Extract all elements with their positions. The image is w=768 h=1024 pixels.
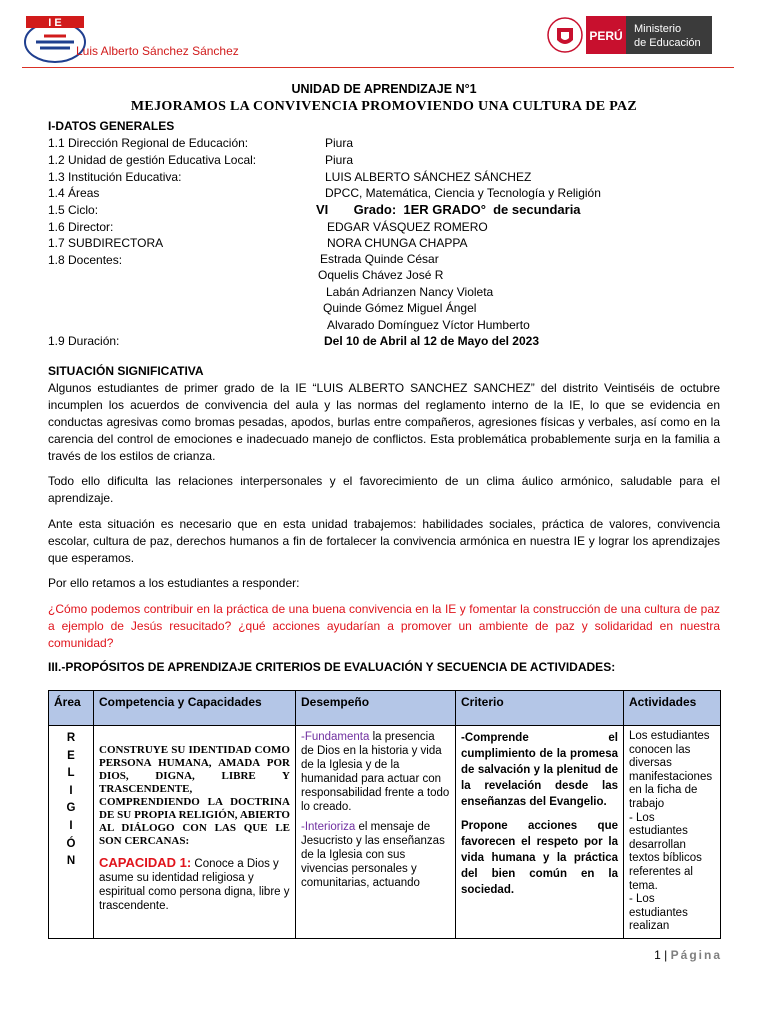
area-letter: I	[69, 784, 73, 797]
capacity-label: CAPACIDAD 1:	[99, 855, 192, 870]
performance-text: la presencia de Dios en la historia y vida de la Iglesia y de la humanidad para actuar con responsabilidad frente a todo lo creado.	[301, 731, 450, 813]
general-value: VI Grado: 1ER GRADO° de secundaria	[316, 202, 581, 217]
area-cell	[49, 726, 94, 939]
peru-label: PERÚ	[589, 29, 623, 43]
general-value: Piura	[325, 153, 354, 167]
unit-title: UNIDAD DE APRENDIZAJE N°1	[291, 82, 477, 96]
challenge-question: ¿Cómo podemos contribuir en la práctica de una buena convivencia en la IE y fomentar la construcción de una cultura de paz a ejemplo de Jesús resucitado? ¿qué acciones ayudarían a promover un ambiente de paz y solidaridad en nuestra comunidad?	[48, 602, 720, 650]
general-data-heading: I-DATOS GENERALES	[48, 119, 175, 133]
column-header: Desempeño	[296, 691, 456, 726]
general-label: 1.6 Director:	[48, 220, 114, 234]
activity: - Los estudiantes desarrollan textos bíblicos referentes al tema.	[629, 811, 702, 892]
school-name: Luis Alberto Sánchez Sánchez	[76, 44, 239, 58]
criterion: -Comprende el cumplimiento de la promesa de salvación y la plenitud de la revelación desde las enseñanzas del Evangelio.	[461, 732, 618, 808]
competence-title: CONSTRUYE SU IDENTIDAD COMO PERSONA HUMANA, AMADA POR DIOS, DIGNA, LIBRE Y TRASCENDENTE, COMPRENDIENDO LA DOCTRINA DE SU PROPIA RELIGIÓN, ABIERTO AL DIÁLOGO CON LAS QUE LE SON CERCANAS:	[99, 744, 290, 847]
general-value: Quinde Gómez Miguel Ángel	[323, 301, 477, 315]
performance-verb: -Fundamenta	[301, 731, 370, 743]
general-value: EDGAR VÁSQUEZ ROMERO	[327, 220, 488, 234]
page-label: Página	[670, 948, 722, 962]
competence-cell	[94, 726, 296, 939]
area-letter: N	[66, 855, 76, 868]
activities-cell	[624, 726, 721, 939]
purposes-table	[48, 690, 721, 939]
activity: - Los estudiantes realizan	[629, 893, 688, 933]
general-label: 1.3 Institución Educativa:	[48, 170, 182, 184]
criterion: Propone acciones que favorecen el respeto por la vida humana y la práctica del bien común en la sociedad.	[461, 820, 618, 896]
capacity-text: Conoce a Dios y asume su identidad religiosa y espiritual como persona digna, libre y trascendente.	[99, 858, 290, 912]
capacity	[99, 856, 290, 913]
general-label: 1.4 Áreas	[48, 186, 100, 200]
performance-cell	[296, 726, 456, 939]
performance-verb: -Interioriza	[301, 821, 356, 833]
ministry-line1: Ministerio	[634, 23, 682, 35]
school-logo-text: I E	[48, 17, 62, 29]
table-row	[49, 726, 721, 939]
footer-separator: |	[664, 948, 668, 962]
general-label: 1.8 Docentes:	[48, 253, 123, 267]
general-label: 1.1 Dirección Regional de Educación:	[48, 136, 249, 150]
ministry-line2: de Educación	[634, 37, 701, 49]
area-letter: Ó	[66, 837, 76, 850]
page-footer	[654, 948, 722, 962]
general-value: Piura	[325, 136, 354, 150]
general-value: NORA CHUNGA CHAPPA	[327, 236, 468, 250]
situation-paragraph: Por ello retamos a los estudiantes a responder:	[48, 576, 300, 590]
general-label: 1.7 SUBDIRECTORA	[48, 236, 164, 250]
general-value: Del 10 de Abril al 12 de Mayo del 2023	[324, 334, 539, 348]
page-number: 1	[654, 948, 661, 962]
area-letter: I	[69, 819, 73, 832]
ministry-logo	[544, 14, 714, 56]
situation-paragraph: Algunos estudiantes de primer grado de la IE “LUIS ALBERTO SANCHEZ SANCHEZ” del distrito Veintiséis de octubre incumplen los acuerdos de convivencia del aula y las normas del reglamento interno de la IE, lo que se evidencia en conductas agresivas como bromas pesadas, apodos, burlas entre compañeros, agresiones físicas y verbales, así como en la carencia del control de emociones e inadecuado manejo de conflictos. Esta problemática probablemente surja en la familia a través de los estilos de crianza.	[48, 381, 720, 463]
table-header-row	[49, 691, 721, 726]
area-letter: L	[67, 767, 75, 780]
column-header: Criterio	[456, 691, 624, 726]
area-letter: E	[67, 749, 75, 762]
general-value: Alvarado Domínguez Víctor Humberto	[327, 318, 530, 332]
general-label: 1.5 Ciclo:	[48, 203, 99, 217]
general-value: Estrada Quinde César	[320, 252, 439, 266]
area-letter: G	[66, 802, 76, 815]
general-value: Labán Adrianzen Nancy Violeta	[326, 285, 494, 299]
column-header: Actividades	[624, 691, 721, 726]
situation-heading: SITUACIÓN SIGNIFICATIVA	[48, 364, 204, 378]
general-label: 1.9 Duración:	[48, 334, 120, 348]
header-divider	[22, 67, 734, 68]
general-value: DPCC, Matemática, Ciencia y Tecnología y Religión	[325, 186, 601, 200]
general-value: Oquelis Chávez José R	[318, 268, 444, 282]
situation-paragraph: Todo ello dificulta las relaciones interpersonales y el favorecimiento de un clima áulico armónico, saludable para el aprendizaje.	[48, 474, 720, 505]
situation-paragraph: Ante esta situación es necesario que en esta unidad trabajemos: habilidades sociales, práctica de valores, convivencia escolar, cultura de paz, derechos humanos a fin de fortalecer la convivencia armónica en nuestra IE y lograr los aprendizajes que esperamos.	[48, 517, 720, 565]
general-label: 1.2 Unidad de gestión Educativa Local:	[48, 153, 257, 167]
column-header: Competencia y Capacidades	[94, 691, 296, 726]
general-value: LUIS ALBERTO SÁNCHEZ SÁNCHEZ	[325, 170, 532, 184]
unit-subtitle: MEJORAMOS LA CONVIVENCIA PROMOVIENDO UNA CULTURA DE PAZ	[130, 99, 638, 114]
criteria-cell	[456, 726, 624, 939]
performance-text: el mensaje de Jesucristo y las enseñanzas de la Iglesia con sus vivencias personales y comunitarias, actuando	[301, 821, 445, 889]
activity: Los estudiantes conocen las diversas manifestaciones en la ficha de trabajo	[629, 730, 713, 810]
purposes-heading: III.-PROPÓSITOS DE APRENDIZAJE CRITERIOS DE EVALUACIÓN Y SECUENCIA DE ACTIVIDADES:	[48, 660, 616, 674]
column-header: Área	[49, 691, 94, 726]
area-letter: R	[66, 732, 76, 744]
